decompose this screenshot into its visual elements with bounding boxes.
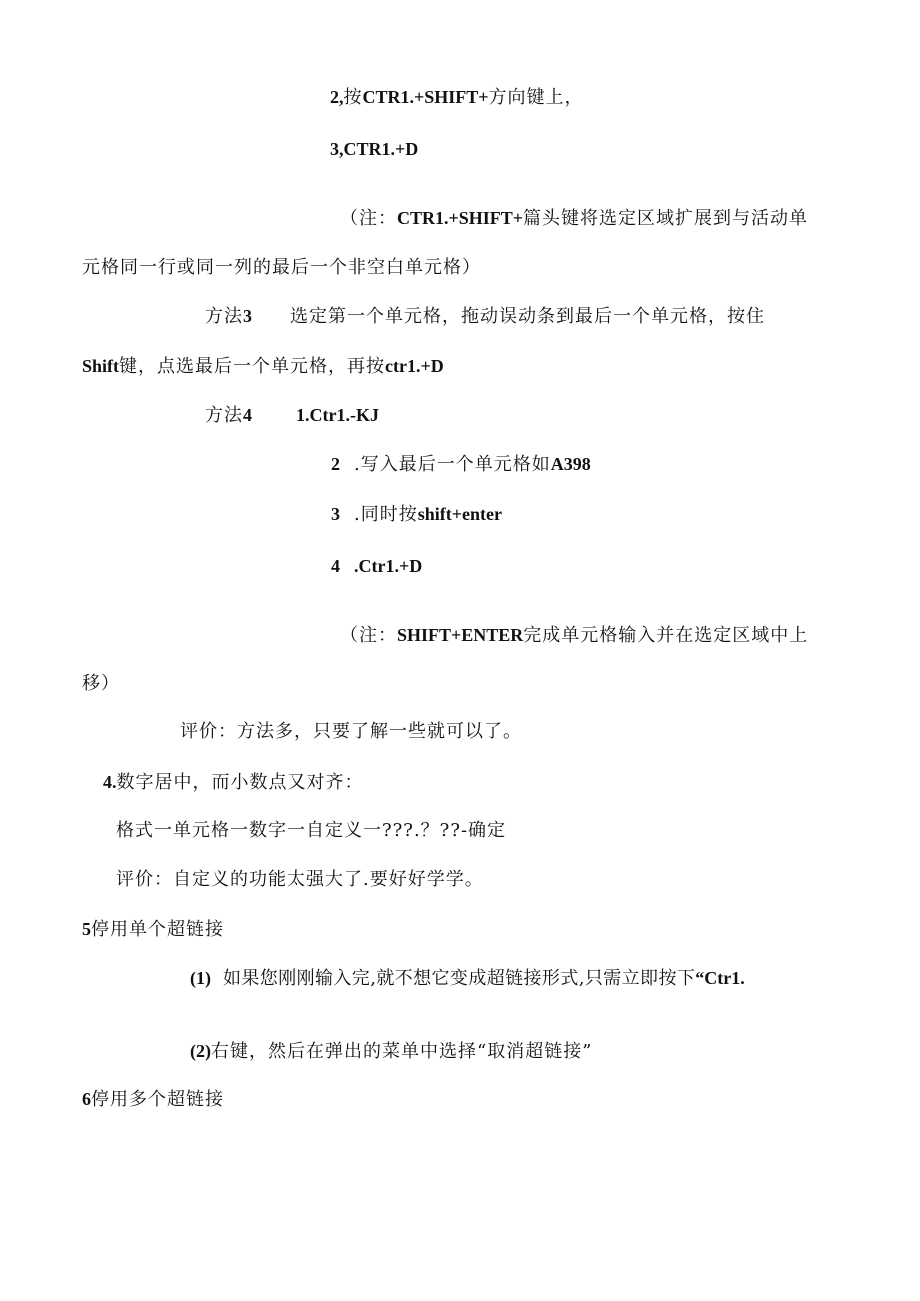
paragraph-text: 右键，然后在弹出的菜单中选择“取消超链接” (211, 1041, 593, 1062)
evaluation-text: 评价：方法多，只要了解一些就可以了。 (180, 721, 522, 742)
section-4-heading (103, 770, 364, 795)
shortcut-keys: “Ctr1. (695, 968, 745, 988)
cell-reference: A398 (550, 454, 591, 474)
section-title: 数字居中，而小数点又对齐： (116, 772, 364, 793)
note-text: 元格同一行或同一列的最后一个非空白单元格） (82, 257, 481, 278)
step-number: 4 (331, 556, 340, 576)
section-title: 停用单个超链接 (91, 919, 224, 940)
method-4-line-1 (205, 403, 379, 428)
note-text: 篇头键将选定区域扩展到与活动单 (523, 208, 809, 229)
step-number: 2 (331, 454, 340, 474)
method-label: 方法 (205, 405, 243, 426)
step-text: .写入最后一个单元格如 (354, 454, 551, 475)
section-title: 停用多个超链接 (91, 1089, 224, 1110)
method-number: 3 (243, 306, 252, 326)
step-2-line (330, 85, 584, 110)
method-4-step-2 (331, 452, 591, 477)
step-3-line (330, 137, 418, 162)
evaluation-1 (180, 720, 522, 744)
note-2-line-2 (82, 672, 120, 696)
section-number: 4. (103, 772, 117, 792)
method-4-step-4 (331, 554, 422, 579)
section-5-heading (82, 917, 224, 942)
method-text: 选定第一个单元格，拖动误动条到最后一个单元格，按住 (290, 306, 765, 327)
step-text: .同时按 (354, 504, 418, 525)
note-text: （注： (340, 625, 397, 646)
shortcut-keys: ctr1.+D (385, 356, 444, 376)
shortcut-keys: .Ctr1.+D (354, 556, 423, 576)
note-text: （注： (340, 208, 397, 229)
method-number: 4 (243, 405, 252, 425)
paragraph-2 (190, 1039, 592, 1064)
format-path (116, 819, 506, 843)
shortcut-keys: CTR1.+SHIFT+ (362, 87, 489, 107)
shortcut-keys: shift+enter (417, 504, 502, 524)
method-4-step-3 (331, 502, 502, 527)
step-text: 方向键上， (488, 87, 584, 108)
method-3-line-1 (205, 304, 765, 329)
step-number: 2, (330, 87, 344, 107)
item-number: (1) (190, 968, 211, 988)
note-1-line-2 (82, 256, 481, 280)
paragraph-text: 如果您刚刚输入完,就不想它变成超链接形式,只需立即按下 (223, 968, 696, 989)
note-text: 完成单元格输入并在选定区域中上 (523, 625, 809, 646)
evaluation-2 (116, 868, 484, 892)
key-name: Shift (82, 356, 120, 376)
shortcut-keys: CTR1.+SHIFT+ (397, 208, 524, 228)
paragraph-1 (190, 966, 745, 991)
note-text: 移） (82, 673, 120, 694)
method-text: 键，点选最后一个单元格，再按 (119, 356, 386, 377)
step-number: 3 (331, 504, 340, 524)
shortcut-keys: 1.Ctr1.-KJ (296, 405, 379, 425)
section-6-heading (82, 1087, 224, 1112)
shortcut-keys: SHIFT+ENTER (397, 625, 524, 645)
evaluation-text: 评价：自定义的功能太强大了.要好好学学。 (116, 869, 484, 890)
item-number: (2) (190, 1041, 211, 1061)
section-number: 5 (82, 919, 91, 939)
method-label: 方法 (205, 306, 243, 327)
note-2-line-1 (340, 623, 808, 648)
shortcut-keys: 3,CTR1.+D (330, 139, 419, 159)
step-text: 按 (343, 87, 363, 108)
method-3-line-2 (82, 354, 444, 379)
note-1-line-1 (340, 206, 808, 231)
section-number: 6 (82, 1089, 91, 1109)
format-text: 格式一单元格一数字一自定义一???.？??-确定 (116, 820, 507, 841)
